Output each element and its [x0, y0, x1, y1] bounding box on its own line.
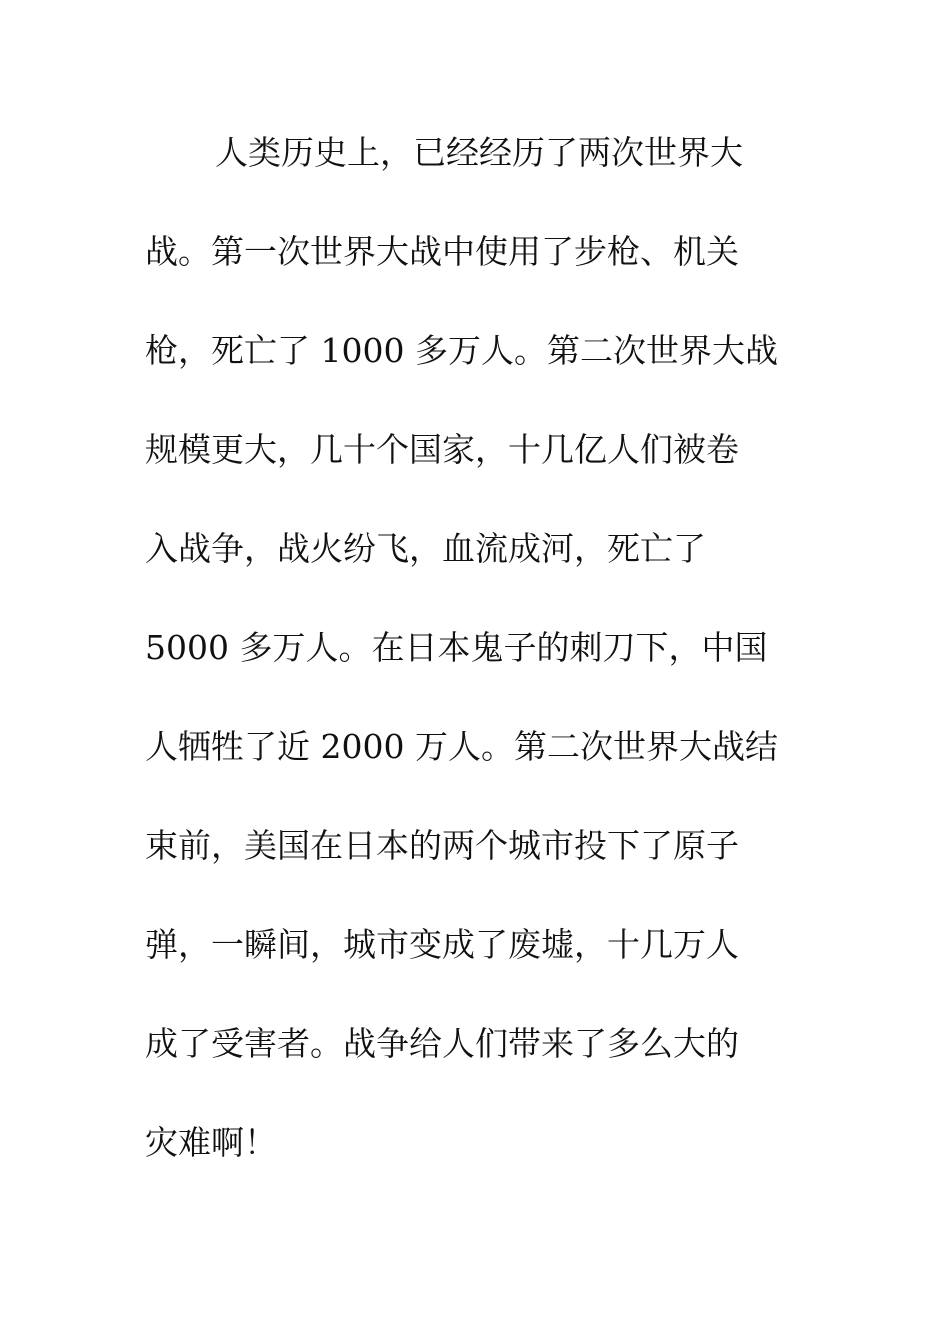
paragraph-line: 5000 多万人。在日本鬼子的刺刀下，中国	[145, 628, 768, 667]
paragraph	[145, 128, 825, 1217]
paragraph-line: 人牺牲了近 2000 万人。第二次世界大战结	[145, 727, 778, 766]
paragraph-line: 弹，一瞬间，城市变成了废墟，十几万人	[145, 925, 739, 964]
paragraph-line: 成了受害者。战争给人们带来了多么大的	[145, 1024, 739, 1063]
paragraph-line: 规模更大，几十个国家，十几亿人们被卷	[145, 430, 739, 469]
paragraph-line: 灾难啊！	[145, 1123, 277, 1162]
paragraph-line: 入战争，战火纷飞，血流成河，死亡了	[145, 529, 706, 568]
paragraph-line: 束前，美国在日本的两个城市投下了原子	[145, 826, 739, 865]
paragraph-line: 战。第一次世界大战中使用了步枪、机关	[145, 232, 739, 271]
paragraph-line: 人类历史上，已经经历了两次世界大	[215, 133, 743, 172]
paragraph-line: 枪，死亡了 1000 多万人。第二次世界大战	[145, 331, 778, 370]
